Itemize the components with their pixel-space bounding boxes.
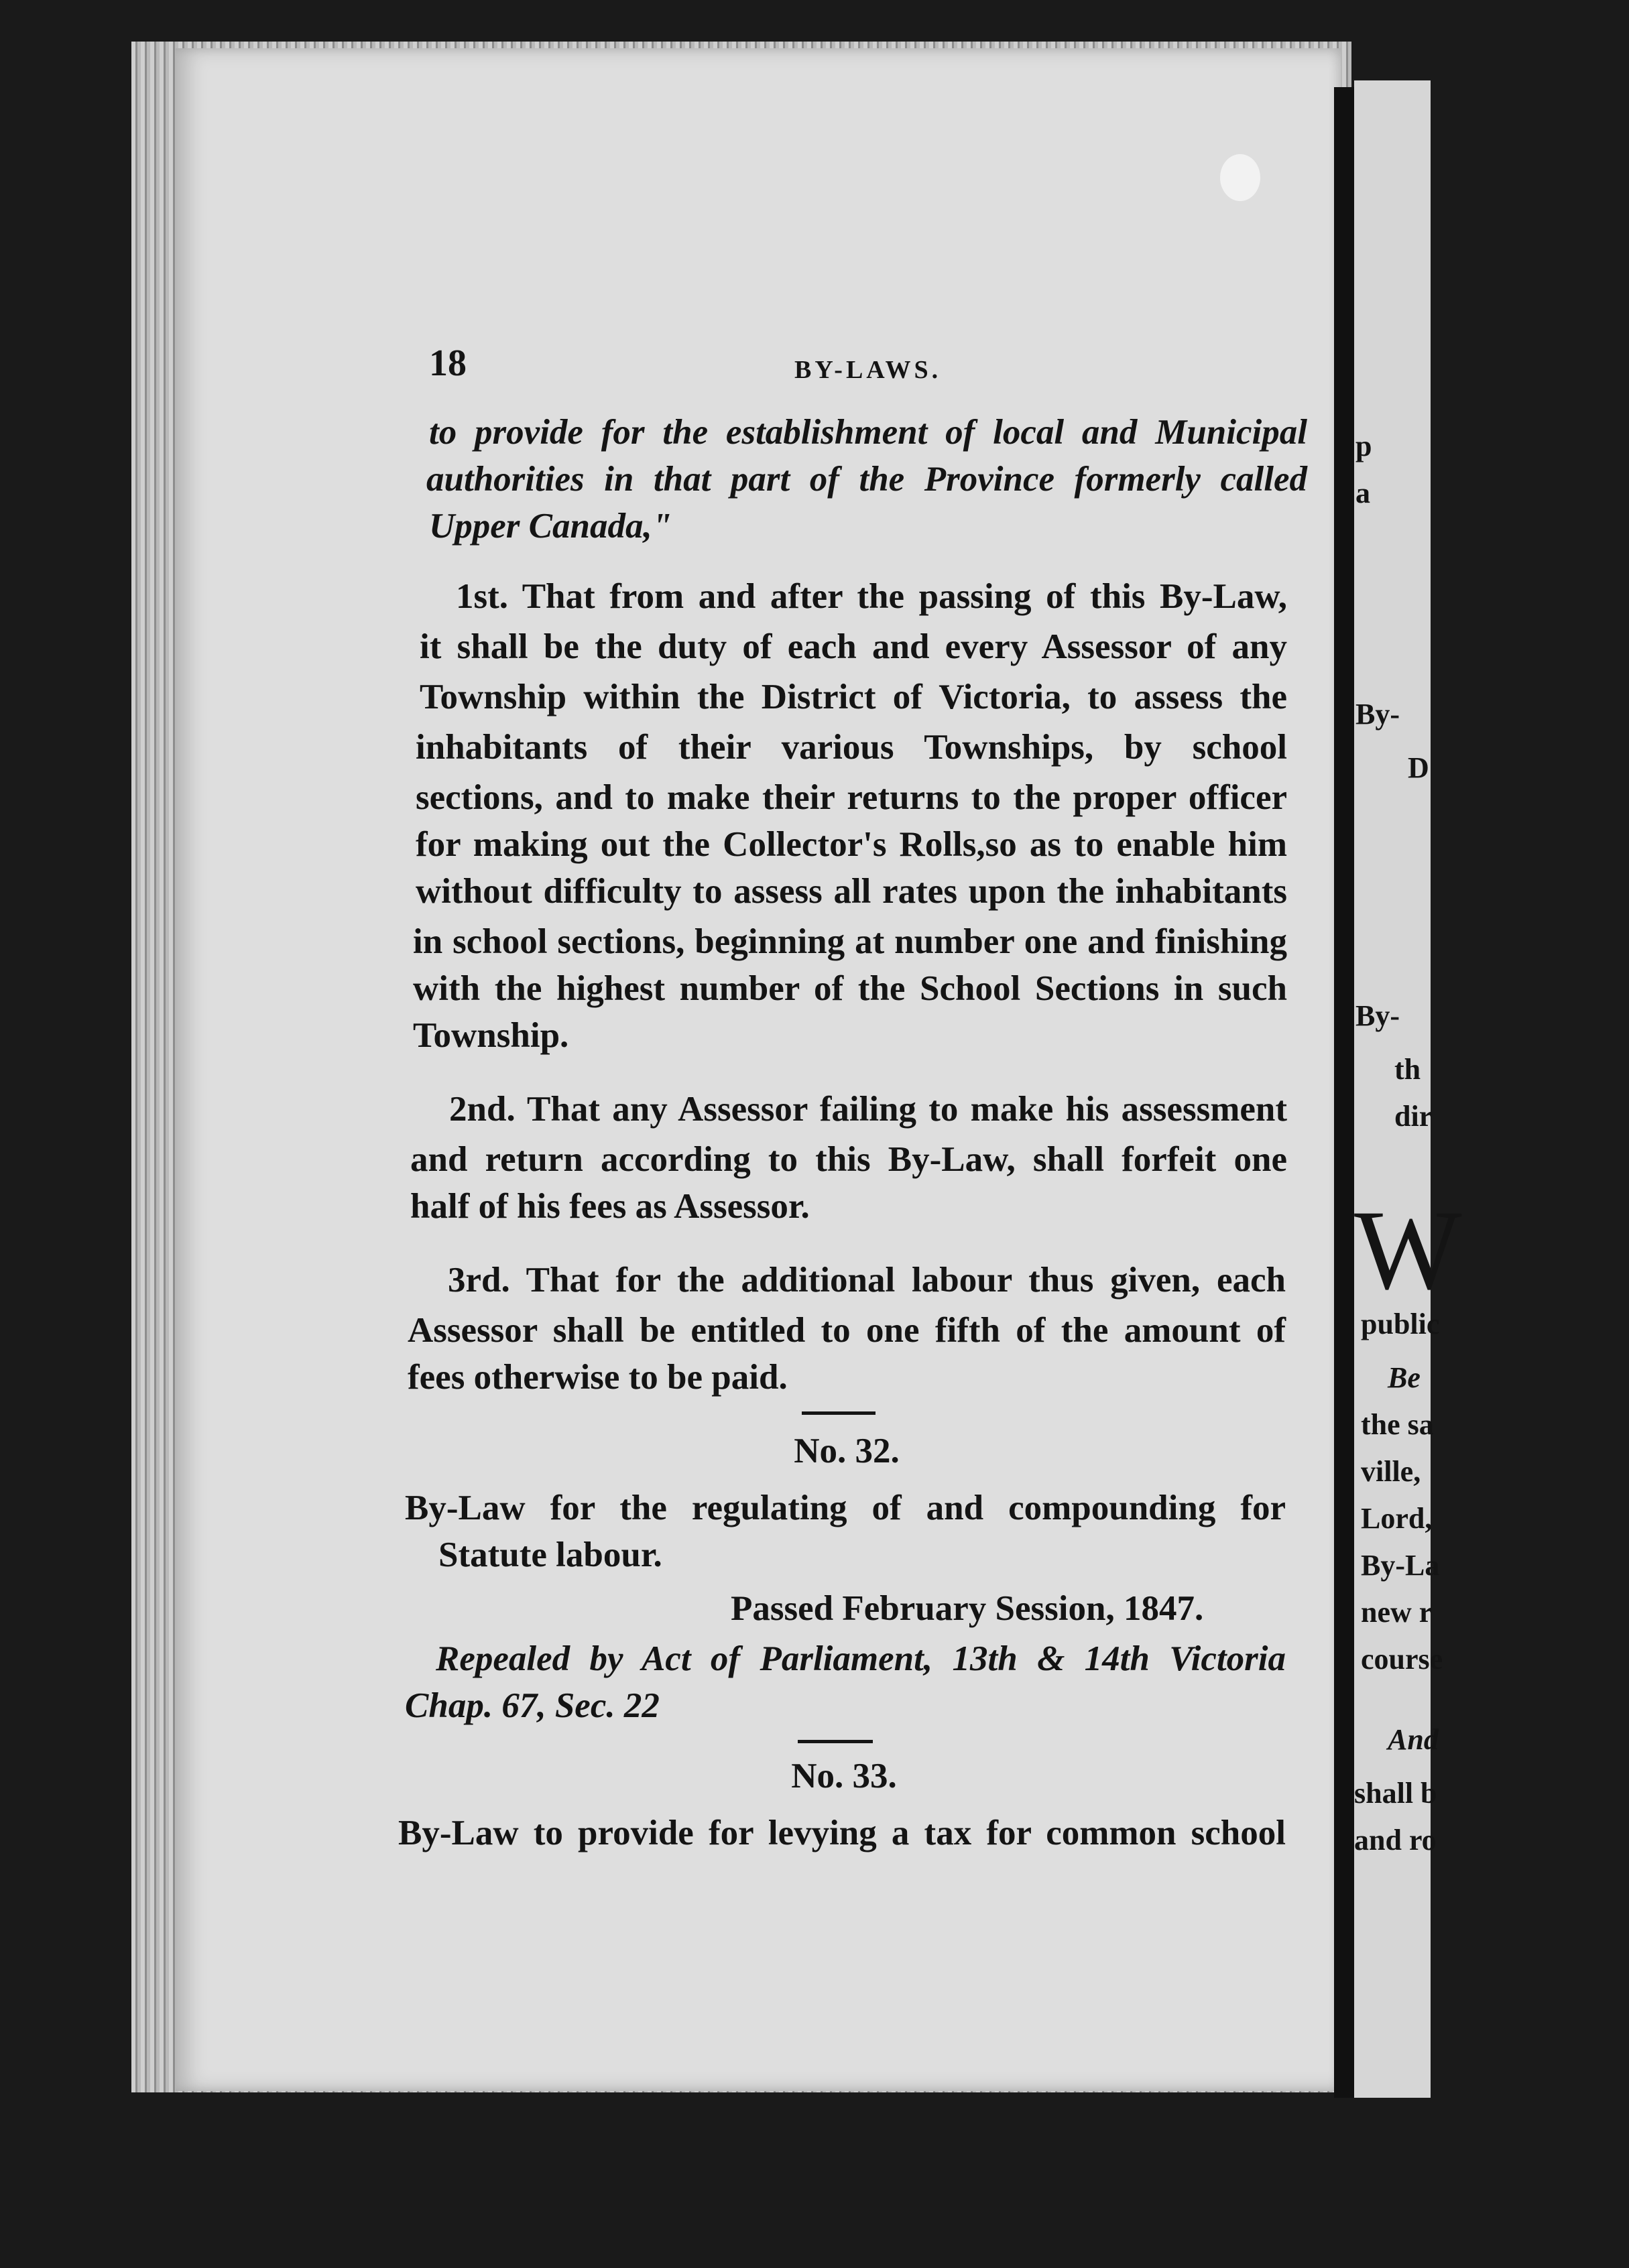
paper-blemish xyxy=(1220,154,1260,201)
section-2-line: and return according to this By-Law, shall forfeit one xyxy=(410,1140,1287,1179)
facing-fragment: and ro xyxy=(1354,1824,1437,1856)
section-1-line: Township within the District of Victoria, to assess the xyxy=(420,678,1287,716)
section-1-line: without difficulty to assess all rates upon the inhabitants xyxy=(416,872,1287,911)
facing-fragment: ville, xyxy=(1361,1455,1421,1488)
page-number: 18 xyxy=(429,342,467,384)
facing-fragment: Lord, xyxy=(1361,1502,1433,1535)
facing-fragment: By- xyxy=(1355,698,1400,731)
facing-fragment: new r xyxy=(1361,1596,1433,1629)
bylaw-33-title-line: By-Law to provide for levying a tax for common school xyxy=(398,1814,1286,1852)
bylaw-32-repealed-line: Chap. 67, Sec. 22 xyxy=(405,1686,660,1725)
facing-fragment: a xyxy=(1355,477,1370,509)
section-1-line: with the highest number of the School Sections in such xyxy=(413,969,1287,1008)
running-head xyxy=(429,342,1301,395)
facing-fragment: p xyxy=(1355,430,1372,462)
section-1-line: sections, and to make their returns to the proper officer xyxy=(416,778,1287,817)
bylaw-32-title-line: Statute labour. xyxy=(438,1535,662,1574)
book-gutter xyxy=(1334,87,1354,2098)
intro-line: to provide for the establishment of local and Municipal xyxy=(429,413,1307,452)
facing-dropcap: W xyxy=(1354,1187,1462,1313)
section-2-line: half of his fees as Assessor. xyxy=(410,1187,810,1226)
section-2-line: 2nd. That any Assessor failing to make his assessment xyxy=(449,1090,1287,1129)
facing-fragment: By- xyxy=(1355,999,1400,1032)
facing-fragment: the sa xyxy=(1361,1408,1434,1441)
bylaw-32-passed: Passed February Session, 1847. xyxy=(731,1589,1204,1628)
intro-line: authorities in that part of the Province formerly called xyxy=(426,460,1307,499)
section-1-line: it shall be the duty of each and every Assessor of any xyxy=(420,627,1287,666)
facing-fragment: course xyxy=(1361,1643,1443,1676)
section-rule xyxy=(802,1411,876,1415)
section-1-line: in school sections, beginning at number one and finishing xyxy=(413,922,1287,961)
facing-fragment: Be xyxy=(1388,1361,1421,1394)
section-1-line: Township. xyxy=(413,1016,569,1055)
bylaw-32-repealed-line: Repealed by Act of Parliament, 13th & 14th Victoria xyxy=(436,1639,1286,1678)
facing-fragment: dir xyxy=(1394,1100,1433,1133)
facing-fragment: th xyxy=(1394,1053,1421,1086)
running-head-title: BY-LAWS. xyxy=(794,356,942,384)
bylaw-32-title-line: By-Law for the regulating of and compounding for xyxy=(405,1489,1286,1527)
section-1-line: 1st. That from and after the passing of this By-Law, xyxy=(456,577,1287,616)
facing-fragment: shall b xyxy=(1354,1777,1437,1810)
facing-fragment: public xyxy=(1361,1308,1440,1340)
facing-fragment: By-La xyxy=(1361,1549,1440,1582)
facing-fragment: And xyxy=(1388,1723,1439,1756)
section-1-line: for making out the Collector's Rolls,so as to enable him xyxy=(416,825,1287,864)
section-rule xyxy=(798,1740,873,1743)
section-3-line: fees otherwise to be paid. xyxy=(408,1358,788,1397)
section-3-line: 3rd. That for the additional labour thus given, each xyxy=(448,1261,1286,1300)
bylaw-33-number: No. 33. xyxy=(791,1757,897,1796)
section-3-line: Assessor shall be entitled to one fifth of the amount of xyxy=(408,1311,1286,1350)
section-1-line: inhabitants of their various Townships, by school xyxy=(416,728,1287,767)
facing-page-fragment xyxy=(1354,80,1462,2098)
facing-fragment: D xyxy=(1408,751,1429,784)
intro-line: Upper Canada," xyxy=(429,507,672,546)
bylaw-32-number: No. 32. xyxy=(794,1432,900,1470)
